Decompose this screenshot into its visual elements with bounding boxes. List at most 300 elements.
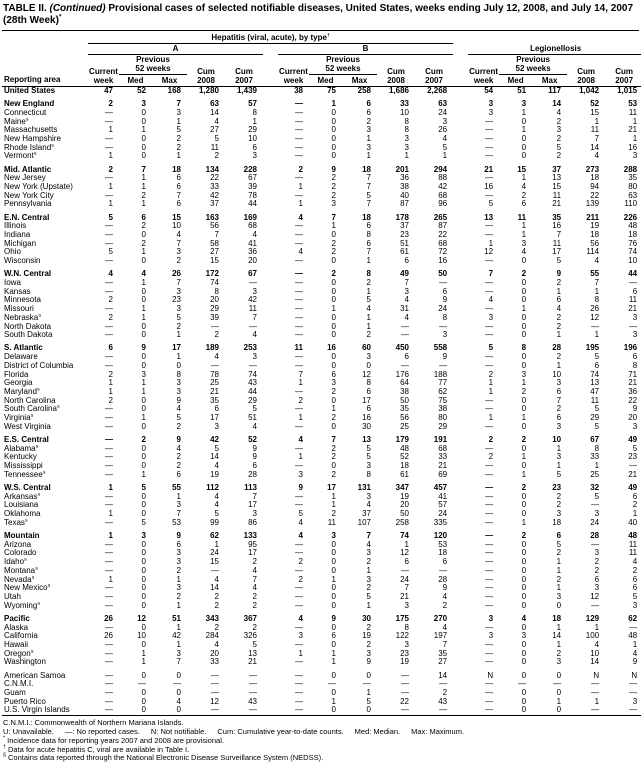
- reporting-area-cell: Indiana: [4, 231, 31, 240]
- value-cell: —: [295, 230, 303, 240]
- value-cell: 1: [488, 378, 494, 388]
- value-cell: 9: [141, 343, 146, 353]
- column-spacer: [263, 288, 278, 297]
- table-row: [2, 379, 641, 388]
- value-cell: N: [631, 670, 638, 680]
- value-cell: 1: [556, 461, 562, 471]
- table-row: [2, 340, 641, 353]
- value-cell: 20: [248, 256, 257, 266]
- value-cell: 1: [366, 134, 371, 144]
- table-row: [2, 331, 641, 340]
- column-spacer: [263, 152, 278, 161]
- value-cell: 6: [141, 212, 146, 222]
- value-cell: 0: [521, 116, 527, 126]
- value-cell: 50: [438, 269, 448, 279]
- value-cell: 2: [331, 269, 336, 279]
- value-cell: —: [295, 500, 303, 510]
- value-cell: 2: [108, 369, 113, 379]
- reporting-area-cell: Minnesota: [4, 296, 41, 305]
- value-cell: 2: [252, 591, 257, 601]
- table-row: [2, 279, 641, 288]
- value-cell: 4: [298, 247, 303, 257]
- table-row: [2, 152, 641, 161]
- value-cell: 0: [141, 404, 146, 414]
- column-spacer: [263, 362, 278, 371]
- value-cell: 2: [442, 600, 448, 610]
- reporting-area-cell: Colorado: [4, 549, 37, 558]
- value-cell: 2: [298, 557, 303, 567]
- value-cell: 1: [521, 452, 527, 462]
- value-cell: 18: [400, 461, 409, 471]
- value-cell: 8: [521, 343, 527, 353]
- column-spacer: [453, 602, 468, 611]
- value-cell: 1: [404, 539, 409, 549]
- value-cell: 2: [632, 565, 638, 575]
- reporting-area-cell: New England: [4, 99, 55, 109]
- value-cell: 12: [400, 548, 409, 558]
- value-cell: 49: [400, 269, 409, 279]
- column-spacer: [263, 192, 278, 201]
- reporting-area-cell: California: [4, 632, 38, 641]
- value-cell: —: [249, 278, 257, 288]
- value-cell: 1: [594, 461, 600, 471]
- value-cell: 6: [252, 461, 257, 471]
- value-cell: 18: [590, 230, 600, 240]
- value-cell: 3: [442, 116, 448, 126]
- value-cell: 0: [521, 443, 527, 453]
- value-cell: 175: [395, 613, 409, 623]
- column-spacer: [263, 650, 278, 659]
- value-cell: 0: [521, 491, 527, 501]
- value-cell: 16: [362, 413, 371, 423]
- table-row: [2, 493, 641, 502]
- column-spacer: [263, 200, 278, 209]
- value-cell: 139: [585, 199, 600, 209]
- value-cell: —: [105, 443, 113, 453]
- col-header-med: Med: [309, 75, 342, 87]
- value-cell: 1: [141, 648, 146, 658]
- value-cell: —: [105, 107, 113, 117]
- value-cell: —: [105, 116, 113, 126]
- col-header-current-week: Current week: [278, 55, 309, 87]
- reporting-area-cell: American Samoa: [4, 670, 66, 680]
- reporting-area-cell: Rhode Island§: [4, 143, 54, 152]
- value-cell: 5: [141, 483, 146, 493]
- column-spacer: [453, 305, 468, 314]
- column-spacer: [263, 397, 278, 406]
- value-cell: —: [295, 295, 303, 305]
- value-cell: 6: [366, 387, 371, 396]
- value-cell: 7: [331, 212, 336, 222]
- value-cell: 6: [214, 404, 219, 414]
- value-cell: 40: [400, 190, 409, 200]
- column-spacer: [453, 231, 468, 240]
- value-cell: 0: [141, 295, 146, 305]
- table-row: [2, 641, 641, 650]
- column-spacer: [263, 331, 278, 340]
- col-header-cum-2007: Cum 2007: [415, 55, 453, 87]
- value-cell: 2: [176, 134, 181, 144]
- value-cell: —: [439, 360, 448, 370]
- area-footnote-marker: §: [30, 414, 34, 419]
- value-cell: 47: [590, 387, 600, 396]
- value-cell: 96: [438, 199, 448, 209]
- value-cell: 29: [248, 395, 257, 405]
- value-cell: 2: [108, 395, 113, 405]
- value-cell: 4: [108, 269, 113, 279]
- value-cell: 24: [438, 509, 448, 519]
- value-cell: 270: [433, 613, 448, 623]
- value-cell: 7: [366, 182, 371, 192]
- value-cell: 15: [210, 557, 219, 567]
- value-cell: —: [485, 190, 494, 200]
- value-cell: —: [485, 151, 494, 161]
- value-cell: 1: [366, 312, 371, 322]
- value-cell: 6: [176, 182, 181, 192]
- value-cell: 19: [210, 469, 219, 479]
- value-cell: 18: [590, 173, 600, 183]
- value-cell: 2: [366, 557, 371, 567]
- value-cell: 7: [176, 278, 181, 288]
- value-cell: 1: [331, 574, 336, 584]
- column-spacer: [263, 528, 278, 541]
- value-cell: 1: [488, 238, 494, 248]
- value-cell: 9: [632, 657, 638, 667]
- value-cell: —: [485, 622, 494, 632]
- value-cell: 0: [141, 256, 146, 266]
- footnotes: [2, 719, 639, 763]
- value-cell: 56: [210, 221, 219, 231]
- col-header-current-week: Current week: [88, 55, 119, 87]
- value-cell: 8: [404, 125, 409, 135]
- value-cell: —: [295, 173, 303, 183]
- value-cell: 2: [331, 173, 336, 183]
- column-spacer: [453, 610, 468, 623]
- value-cell: 2: [331, 469, 336, 479]
- value-cell: 5: [366, 443, 371, 453]
- value-cell: 2: [594, 565, 600, 575]
- value-cell: 1: [298, 413, 303, 423]
- value-cell: —: [629, 461, 638, 471]
- value-cell: 5: [176, 125, 181, 135]
- value-cell: 1: [521, 107, 527, 117]
- value-cell: 343: [205, 613, 219, 623]
- table-row: [2, 567, 641, 576]
- value-cell: 49: [628, 435, 638, 445]
- value-cell: 0: [556, 600, 562, 610]
- value-cell: 0: [521, 404, 527, 414]
- value-cell: 1: [141, 413, 146, 423]
- value-cell: 2: [331, 509, 336, 519]
- value-cell: —: [295, 312, 303, 322]
- reporting-area-cell: Ohio: [4, 248, 21, 257]
- value-cell: 0: [331, 321, 336, 331]
- value-cell: 2: [252, 600, 257, 610]
- value-cell: 21: [628, 304, 638, 314]
- value-cell: 4: [298, 531, 303, 541]
- value-cell: —: [328, 679, 336, 689]
- table-row: [2, 624, 641, 633]
- value-cell: 55: [172, 483, 181, 493]
- value-cell: 48: [628, 221, 638, 231]
- value-cell: 94: [590, 182, 600, 192]
- value-cell: 1: [176, 491, 181, 501]
- col-header-cum-2007: Cum 2007: [605, 55, 641, 87]
- value-cell: 4: [252, 330, 257, 340]
- column-spacer: [263, 493, 278, 502]
- value-cell: 35: [400, 404, 409, 414]
- value-cell: 95: [248, 539, 257, 549]
- table-row: [2, 528, 641, 541]
- value-cell: 4: [176, 696, 181, 706]
- value-cell: —: [629, 321, 638, 331]
- value-cell: 9: [176, 395, 181, 405]
- value-cell: 4: [214, 352, 219, 362]
- value-cell: 0: [141, 107, 146, 117]
- footnote-cnmi: C.N.M.I.: Commonwealth of Northern Mariana Islands.: [3, 718, 184, 728]
- value-cell: 2: [176, 591, 181, 601]
- value-cell: 8: [594, 295, 600, 305]
- value-cell: 1: [141, 278, 146, 288]
- value-cell: —: [249, 688, 257, 697]
- value-cell: 120: [433, 531, 448, 541]
- value-cell: 2: [556, 321, 562, 331]
- value-cell: —: [105, 600, 113, 610]
- value-cell: 64: [400, 378, 409, 388]
- value-cell: 1: [298, 182, 303, 192]
- reporting-area-cell: South Carolina§: [4, 405, 60, 414]
- value-cell: 1,042: [579, 86, 600, 95]
- value-cell: 29: [590, 413, 600, 423]
- column-spacer: [263, 658, 278, 667]
- value-cell: 2: [366, 583, 371, 593]
- value-cell: 0: [521, 670, 527, 680]
- area-footnote-marker: §: [24, 558, 27, 563]
- column-spacer: [263, 296, 278, 305]
- value-cell: 11: [517, 212, 527, 222]
- reporting-area-cell: New Jersey: [4, 174, 46, 183]
- value-cell: 4: [366, 500, 371, 510]
- value-cell: —: [401, 679, 409, 689]
- table-row: [2, 501, 641, 510]
- value-cell: —: [105, 134, 113, 144]
- value-cell: 2: [556, 404, 562, 414]
- value-cell: —: [295, 679, 303, 689]
- value-cell: 43: [438, 696, 448, 706]
- value-cell: 5: [252, 639, 257, 649]
- value-cell: —: [485, 142, 494, 152]
- column-spacer: [453, 371, 468, 380]
- table-row: [2, 632, 641, 641]
- column-spacer: [263, 109, 278, 118]
- area-footnote-marker: §: [35, 444, 39, 450]
- value-cell: 1: [556, 286, 562, 296]
- value-cell: 14: [210, 583, 219, 593]
- reporting-area-cell: U.S. Virgin Islands: [4, 706, 70, 715]
- value-cell: 1: [632, 116, 638, 126]
- column-spacer: [453, 706, 468, 715]
- value-cell: —: [105, 705, 113, 715]
- value-cell: 3: [176, 648, 181, 658]
- value-cell: 3: [632, 421, 638, 431]
- value-cell: 2: [298, 164, 303, 174]
- value-cell: 4: [214, 500, 219, 510]
- value-cell: 2: [366, 278, 371, 288]
- value-cell: —: [485, 286, 494, 296]
- value-cell: 78: [210, 369, 219, 379]
- value-cell: 228: [243, 164, 257, 174]
- column-spacer: [453, 432, 468, 445]
- value-cell: —: [105, 173, 113, 183]
- value-cell: 42: [248, 295, 257, 305]
- value-cell: —: [591, 500, 600, 510]
- column-spacer: [453, 519, 468, 528]
- value-cell: 6: [404, 352, 409, 362]
- column-spacer: [263, 126, 278, 135]
- value-cell: 1: [331, 491, 336, 501]
- value-cell: 2: [366, 330, 371, 340]
- value-cell: 24: [400, 574, 409, 584]
- value-cell: 6: [108, 343, 113, 353]
- value-cell: 0: [521, 548, 527, 558]
- value-cell: 7: [214, 230, 219, 240]
- value-cell: —: [295, 705, 303, 715]
- value-cell: 0: [331, 256, 336, 266]
- value-cell: 2: [141, 190, 146, 200]
- reporting-area-cell: New York (Upstate): [4, 183, 73, 192]
- value-cell: 1: [141, 304, 146, 314]
- column-spacer: [453, 388, 468, 397]
- value-cell: 6: [632, 286, 638, 296]
- column-spacer: [263, 266, 278, 279]
- hepatitis-group-header: Hepatitis (viral, acute), by type†: [88, 31, 453, 44]
- value-cell: 2: [556, 491, 562, 501]
- value-cell: 2,268: [427, 86, 448, 95]
- value-cell: 3: [594, 548, 600, 558]
- disease-table: [2, 31, 641, 716]
- value-cell: —: [249, 321, 257, 331]
- column-spacer: [263, 462, 278, 471]
- value-cell: 35: [552, 212, 562, 222]
- value-cell: —: [629, 705, 638, 715]
- value-cell: —: [485, 539, 494, 549]
- value-cell: 15: [172, 212, 181, 222]
- value-cell: —: [439, 705, 448, 715]
- column-spacer: [263, 240, 278, 249]
- value-cell: 4: [404, 312, 409, 322]
- reporting-area-cell: Michigan: [4, 239, 37, 248]
- value-cell: 11: [327, 517, 336, 527]
- reporting-area-cell: United States: [4, 86, 56, 95]
- reporting-area-cell: Vermont§: [4, 152, 37, 161]
- column-spacer: [453, 471, 468, 480]
- value-cell: 18: [438, 548, 448, 558]
- value-cell: 11: [590, 125, 600, 135]
- table-row: [2, 126, 641, 135]
- value-cell: —: [485, 421, 494, 431]
- value-cell: 0: [331, 116, 336, 126]
- value-cell: 10: [552, 435, 562, 445]
- column-spacer: [263, 541, 278, 550]
- column-spacer: [453, 493, 468, 502]
- value-cell: 16: [327, 343, 336, 353]
- reporting-area-cell: C.N.M.I.: [4, 680, 34, 689]
- value-cell: —: [363, 679, 371, 689]
- column-spacer: [453, 379, 468, 388]
- reporting-area-cell: West Virginia: [4, 422, 51, 431]
- value-cell: —: [105, 670, 113, 680]
- table-row: [2, 549, 641, 558]
- value-cell: 2: [141, 435, 146, 445]
- reporting-area-cell: Alabama§: [4, 444, 39, 453]
- value-cell: 3: [331, 199, 336, 209]
- value-cell: 1: [556, 565, 562, 575]
- value-cell: 9: [366, 657, 371, 667]
- value-cell: 4: [252, 421, 257, 431]
- value-cell: 1: [556, 330, 562, 340]
- value-cell: —: [105, 657, 113, 667]
- value-cell: 1: [331, 404, 336, 414]
- value-cell: 0: [141, 539, 146, 549]
- value-cell: 2: [141, 238, 146, 248]
- value-cell: 0: [141, 230, 146, 240]
- table-row: [2, 109, 641, 118]
- value-cell: —: [485, 583, 494, 593]
- value-cell: 41: [248, 238, 257, 248]
- value-cell: —: [105, 639, 113, 649]
- value-cell: 14: [438, 670, 448, 680]
- value-cell: 11: [552, 190, 562, 200]
- value-cell: 2: [331, 443, 336, 453]
- value-cell: 16: [552, 221, 562, 231]
- value-cell: 42: [438, 182, 448, 192]
- column-spacer: [453, 200, 468, 209]
- value-cell: 24: [590, 517, 600, 527]
- value-cell: 3: [331, 531, 336, 541]
- value-cell: 0: [141, 491, 146, 501]
- value-cell: 57: [438, 500, 448, 510]
- value-cell: 2: [366, 622, 371, 632]
- column-spacer: [263, 209, 278, 222]
- value-cell: 0: [521, 639, 527, 649]
- value-cell: 0: [141, 600, 146, 610]
- value-cell: 5: [108, 212, 113, 222]
- value-cell: 1: [108, 378, 113, 388]
- value-cell: 75: [438, 395, 448, 405]
- value-cell: —: [211, 565, 219, 575]
- value-cell: —: [485, 557, 494, 567]
- value-cell: —: [485, 321, 494, 331]
- value-cell: 1: [176, 574, 181, 584]
- value-cell: 2: [108, 312, 113, 322]
- value-cell: 2: [521, 483, 527, 493]
- value-cell: —: [629, 688, 638, 697]
- value-cell: 326: [243, 631, 257, 641]
- column-spacer: [453, 135, 468, 144]
- value-cell: 6: [556, 295, 562, 305]
- value-cell: 2: [176, 565, 181, 575]
- value-cell: 3: [176, 247, 181, 257]
- value-cell: 2: [331, 238, 336, 248]
- value-cell: —: [105, 696, 113, 706]
- value-cell: 0: [521, 352, 527, 362]
- value-cell: 1,686: [388, 86, 409, 95]
- value-cell: 29: [210, 304, 219, 314]
- value-cell: 3: [556, 591, 562, 601]
- value-cell: 0: [331, 565, 336, 575]
- value-cell: 1: [141, 378, 146, 388]
- column-spacer: [453, 462, 468, 471]
